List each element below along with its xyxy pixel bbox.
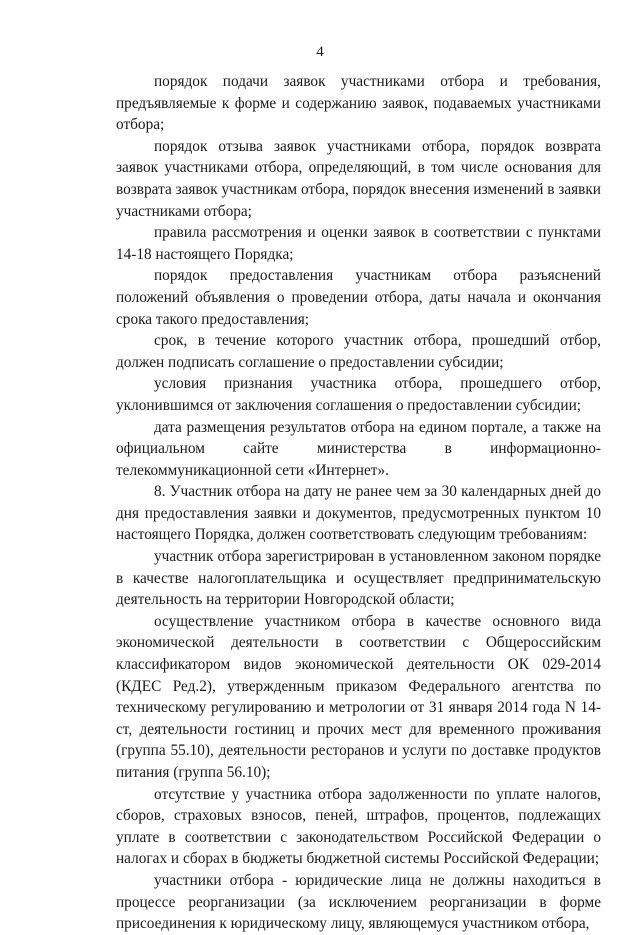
- paragraph: участник отбора зарегистрирован в установленном законом порядке в качестве налогоплательщика и осуществляет предпринимательскую деятельность на территории Новгородской области;: [116, 548, 601, 609]
- paragraph: 8. Участник отбора на дату не ранее чем за 30 календарных дней до дня предоставления заявки и документов, предусмотренных пунктом 10 настоящего Порядка, должен соответствовать следующим требованиям:: [116, 483, 601, 544]
- paragraph: участники отбора - юридические лица не должны находиться в процессе реорганизации (за исключением реорганизации в форме присоединения к юридическому лицу, являющемуся участником отбора,: [116, 871, 601, 933]
- paragraph: осуществление участником отбора в качестве основного вида экономической деятельности в соответствии с Общероссийским классификатором видов экономической деятельности ОК 029-2014 (КДЕС Ред.2), утвержденным приказом Федерального агентства по техническому регулированию и метрологии от 31 января 2014 года N 14-ст, деятельности гостиниц и прочих мест для временного проживания (группа 55.10), деятельности ресторанов и услуги по доставке продуктов питания (группа 56.10);: [116, 612, 601, 781]
- page-number: 4: [316, 44, 324, 60]
- paragraph: дата размещения результатов отбора на едином портале, а также на официальном сайте министерства в информационно-телекоммуникационной сети «Интернет».: [116, 418, 601, 479]
- paragraph: срок, в течение которого участник отбора, прошедший отбор, должен подписать соглашение о предоставлении субсидии;: [116, 332, 601, 371]
- paragraph: правила рассмотрения и оценки заявок в соответствии с пунктами 14-18 настоящего Порядка;: [116, 224, 601, 263]
- paragraph: отсутствие у участника отбора задолженности по уплате налогов, сборов, страховых взносов, пеней, штрафов, процентов, подлежащих уплате в соответствии с законодательством Российской Федерации о налогах и сборах в бюджеты бюджетной системы Российской Федерации;: [116, 785, 601, 868]
- paragraph: условия признания участника отбора, прошедшего отбор, уклонившимся от заключения соглашения о предоставлении субсидии;: [116, 375, 601, 414]
- paragraph: порядок отзыва заявок участниками отбора, порядок возврата заявок участниками отбора, определяющий, в том числе основания для возврата заявок участникам отбора, порядок внесения изменений в заявки участниками отбора;: [116, 137, 601, 220]
- document-body: [116, 71, 601, 935]
- paragraph: порядок предоставления участникам отбора разъяснений положений объявления о проведении отбора, даты начала и окончания срока такого предоставления;: [116, 267, 601, 328]
- paragraph: порядок подачи заявок участниками отбора и требования, предъявляемые к форме и содержанию заявок, подаваемых участниками отбора;: [116, 73, 601, 134]
